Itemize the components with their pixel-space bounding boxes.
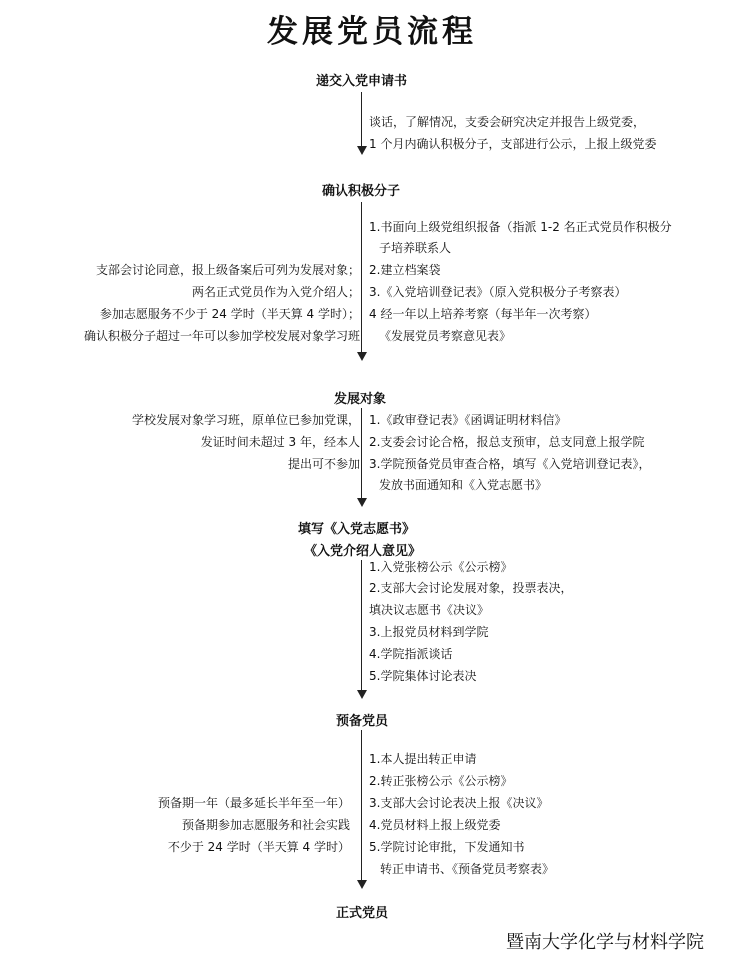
- stage-full-member: 正式党员: [336, 906, 389, 921]
- connector-line-2: [361, 202, 362, 352]
- arrow-down-icon: [357, 352, 367, 361]
- step5-note: 5.学院讨论审批，下发通知书: [369, 840, 525, 854]
- step4-note: 1.入党张榜公示《公示榜》: [369, 560, 513, 574]
- step4-note: 2.支部大会讨论发展对象，投票表决，: [369, 581, 573, 595]
- stage-apply: 递交入党申请书: [316, 74, 408, 89]
- connector-line-4: [361, 560, 362, 690]
- step3-note: 1.《政审登记表》《函调证明材料信》: [369, 413, 567, 427]
- arrow-down-icon: [357, 498, 367, 507]
- step1-note: 谈话，了解情况，支委会研究决定并报告上级党委，: [369, 115, 646, 129]
- stage-application-form: 填写《入党志愿书》: [298, 522, 416, 537]
- step3-note: 3.学院预备党员审查合格，填写《入党培训登记表》，: [369, 457, 651, 471]
- step2-side-note: 支部会讨论同意，报上级备案后可列为发展对象；: [95, 263, 360, 277]
- step5-note: 转正申请书、《预备党员考察表》: [380, 862, 555, 876]
- step2-note: 4 经一年以上培养考察（每半年一次考察）: [369, 307, 597, 321]
- step2-note: 子培养联系人: [379, 241, 452, 255]
- arrow-down-icon: [357, 880, 367, 889]
- step5-note: 4.党员材料上报上级党委: [369, 818, 501, 832]
- arrow-down-icon: [357, 146, 367, 155]
- connector-line-5: [361, 730, 362, 880]
- step5-note: 1.本人提出转正申请: [369, 752, 477, 766]
- step4-note: 4.学院指派谈话: [369, 647, 453, 661]
- step2-note: 2.建立档案袋: [369, 263, 441, 277]
- step2-side-note: 两名正式党员作为入党介绍人；: [191, 285, 360, 299]
- step5-note: 3.支部大会讨论表决上报《决议》: [369, 796, 549, 810]
- connector-line-1: [361, 92, 362, 146]
- stage-activist: 确认积极分子: [322, 184, 401, 199]
- step2-note: 《发展党员考察意见表》: [379, 329, 512, 343]
- step2-side-note: 确认积极分子超过一年可以参加学校发展对象学习班: [83, 329, 360, 343]
- step4-note: 5.学院集体讨论表决: [369, 669, 477, 683]
- arrow-down-icon: [357, 690, 367, 699]
- step4-note: 填决议志愿书《决议》: [369, 603, 490, 617]
- step3-side-note: 学校发展对象学习班，原单位已参加党课，: [131, 413, 360, 427]
- step5-side-note: 不少于 24 学时（半天算 4 学时）: [167, 840, 350, 854]
- step2-note: 3.《入党培训登记表》（原入党积极分子考察表）: [369, 285, 627, 299]
- step1-note: 1 个月内确认积极分子，支部进行公示，上报上级党委: [369, 137, 657, 151]
- step3-side-note: 提出可不参加: [287, 457, 360, 471]
- stage-introducer-opinion: 《入党介绍人意见》: [304, 544, 422, 559]
- step5-side-note: 预备期一年（最多延长半年至一年）: [157, 796, 350, 810]
- step2-side-note: 参加志愿服务不少于 24 学时（半天算 4 学时）；: [99, 307, 360, 321]
- step3-note: 发放书面通知和《入党志愿书》: [379, 478, 548, 492]
- step3-note: 2.支委会讨论合格，报总支预审，总支同意上报学院: [369, 435, 645, 449]
- stage-development-target: 发展对象: [334, 392, 387, 407]
- page-title: 发展党员流程: [267, 14, 477, 50]
- step2-note: 1.书面向上级党组织报备（指派 1-2 名正式党员作积极分: [369, 220, 672, 234]
- step5-note: 2.转正张榜公示《公示榜》: [369, 774, 513, 788]
- stage-probationary-member: 预备党员: [336, 714, 389, 729]
- institution-credit: 暨南大学化学与材料学院: [506, 932, 704, 953]
- step5-side-note: 预备期参加志愿服务和社会实践: [181, 818, 350, 832]
- connector-line-3: [361, 408, 362, 498]
- step4-note: 3.上报党员材料到学院: [369, 625, 489, 639]
- step3-side-note: 发证时间未超过 3 年，经本人: [200, 435, 360, 449]
